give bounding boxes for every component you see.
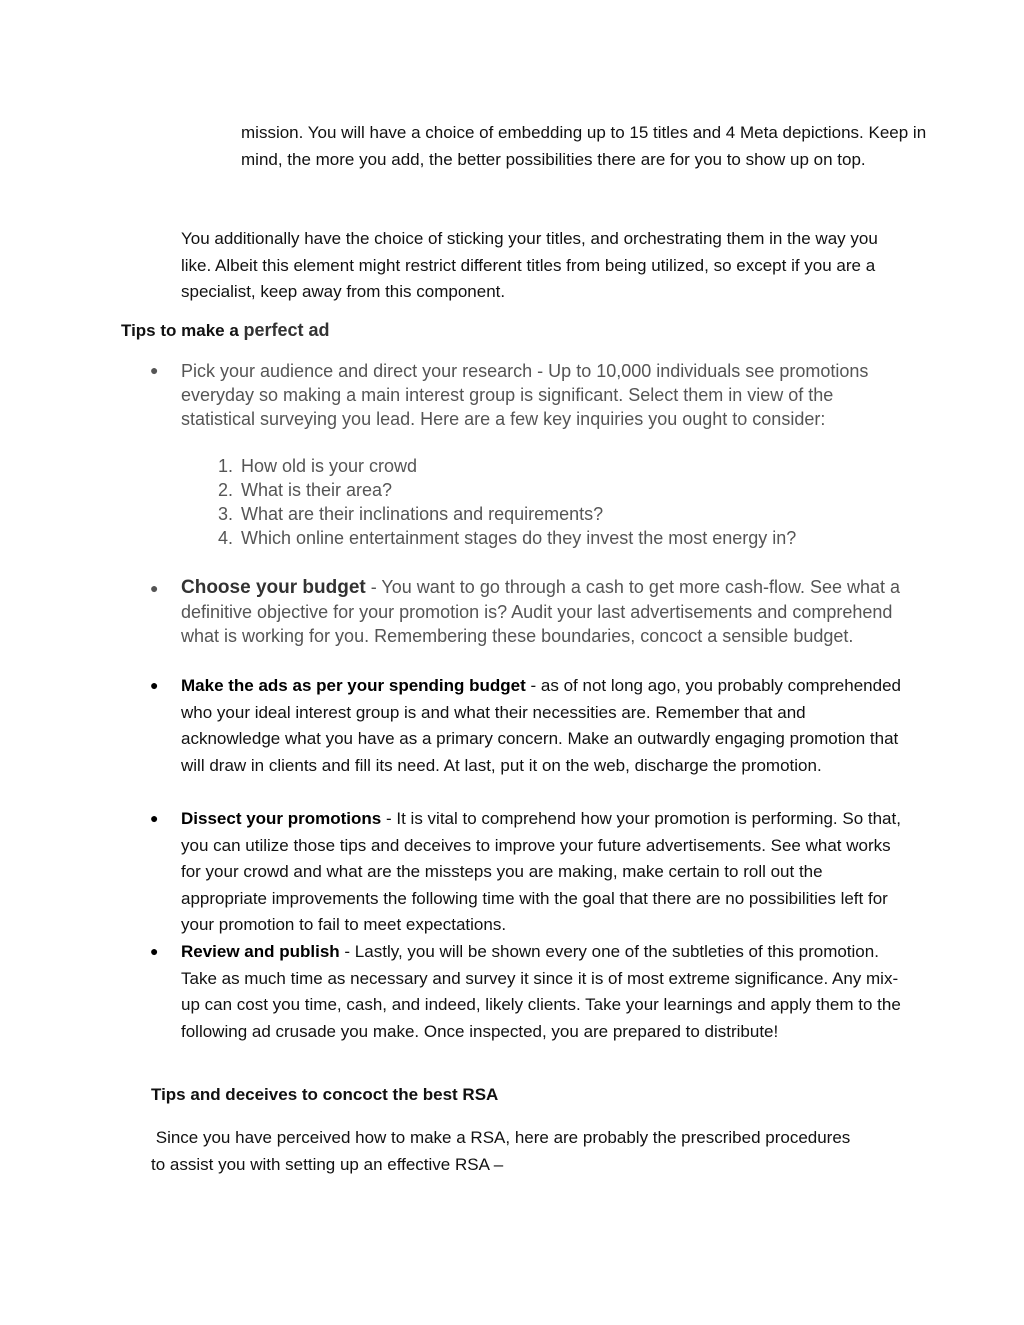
paragraph-titles-option: You additionally have the choice of sticking your titles, and orchestrating them in the way you like. Albeit this element might restrict different titles from being utilized, so except if you are a specialist, keep away from this component. bbox=[181, 229, 878, 301]
paragraph-intro-continued: mission. You will have a choice of embedding up to 15 titles and 4 Meta depictions. Keep in mind, the more you add, the better possibilities there are for you to show up on top. bbox=[241, 123, 927, 169]
bullet-icon: ● bbox=[150, 810, 159, 826]
bullet-budget bbox=[181, 575, 901, 648]
list-item bbox=[211, 526, 901, 550]
bullet-review-body: - Lastly, you will be shown every one of the subtleties of this promotion. Take as much time as necessary and survey it since it is of most extreme significance. Any mix-up can cost you time, cash, and indeed, likely clients. Take your learnings and apply them to the following ad crusade you make. Once inspected, you are prepared to distribute! bbox=[181, 942, 901, 1041]
bullet-make-ads-body: - as of not long ago, you probably comprehended who your ideal interest group is and what their necessities are. Remember that and acknowledge what you have as a primary concern. Make an outwardly engaging promotion that will draw in clients and fill its need. At last, put it on the web, discharge the promotion. bbox=[181, 676, 901, 775]
questions-list bbox=[211, 454, 901, 550]
bullet-dissect bbox=[181, 806, 906, 939]
list-text: What are their inclinations and requirements? bbox=[241, 504, 604, 524]
bullet-review bbox=[181, 939, 906, 1045]
heading-tips-perfect-ad bbox=[121, 320, 330, 341]
heading-rsa-tips: Tips and deceives to concoct the best RSA bbox=[151, 1085, 499, 1104]
bullet-review-head: Review and publish bbox=[181, 942, 340, 961]
list-text: How old is your crowd bbox=[241, 456, 418, 476]
list-item bbox=[211, 502, 901, 526]
bullet-icon: ● bbox=[150, 943, 159, 959]
bullet-make-ads bbox=[181, 673, 906, 779]
heading-tips-part1: Tips to make a bbox=[121, 321, 244, 340]
bullet-audience: Pick your audience and direct your research - Up to 10,000 individuals see promotions everyday so making a main interest group is significant. Select them in view of the statistical surveying you lead. Here are a few key inquiries you ought to consider: bbox=[181, 361, 869, 429]
list-item bbox=[211, 478, 901, 502]
bullet-icon: ● bbox=[150, 362, 159, 378]
bullet-icon: ● bbox=[150, 580, 159, 596]
list-number: 4. bbox=[217, 528, 233, 548]
bullet-budget-head: Choose your budget bbox=[181, 577, 366, 598]
list-number: 1. bbox=[217, 456, 233, 476]
heading-tips-part2: perfect ad bbox=[243, 320, 330, 340]
bullet-dissect-head: Dissect your promotions bbox=[181, 809, 382, 828]
list-text: Which online entertainment stages do they invest the most energy in? bbox=[241, 528, 797, 548]
bullet-make-ads-head: Make the ads as per your spending budget bbox=[181, 676, 526, 695]
paragraph-rsa-intro: Since you have perceived how to make a RSA, here are probably the prescribed procedures to assist you with setting up an effective RSA – bbox=[151, 1128, 856, 1174]
list-item bbox=[211, 454, 901, 478]
list-number: 3. bbox=[217, 504, 233, 524]
bullet-budget-body: - You want to go through a cash to get more cash-flow. See what a definitive objective for your promotion is? Audit your last advertisements and comprehend what is working for you. Remembering these boundaries, concoct a sensible budget. bbox=[181, 577, 901, 646]
bullet-icon: ● bbox=[150, 677, 159, 693]
list-text: What is their area? bbox=[241, 480, 393, 500]
bullet-dissect-body: - It is vital to comprehend how your promotion is performing. So that, you can utilize those tips and deceives to improve your future advertisements. See what works for your crowd and what are the missteps you are making, make certain to roll out the appropriate improvements the following time with the goal that there are no possibilities left for your promotion to fail to meet expectations. bbox=[181, 809, 901, 934]
list-number: 2. bbox=[217, 480, 233, 500]
